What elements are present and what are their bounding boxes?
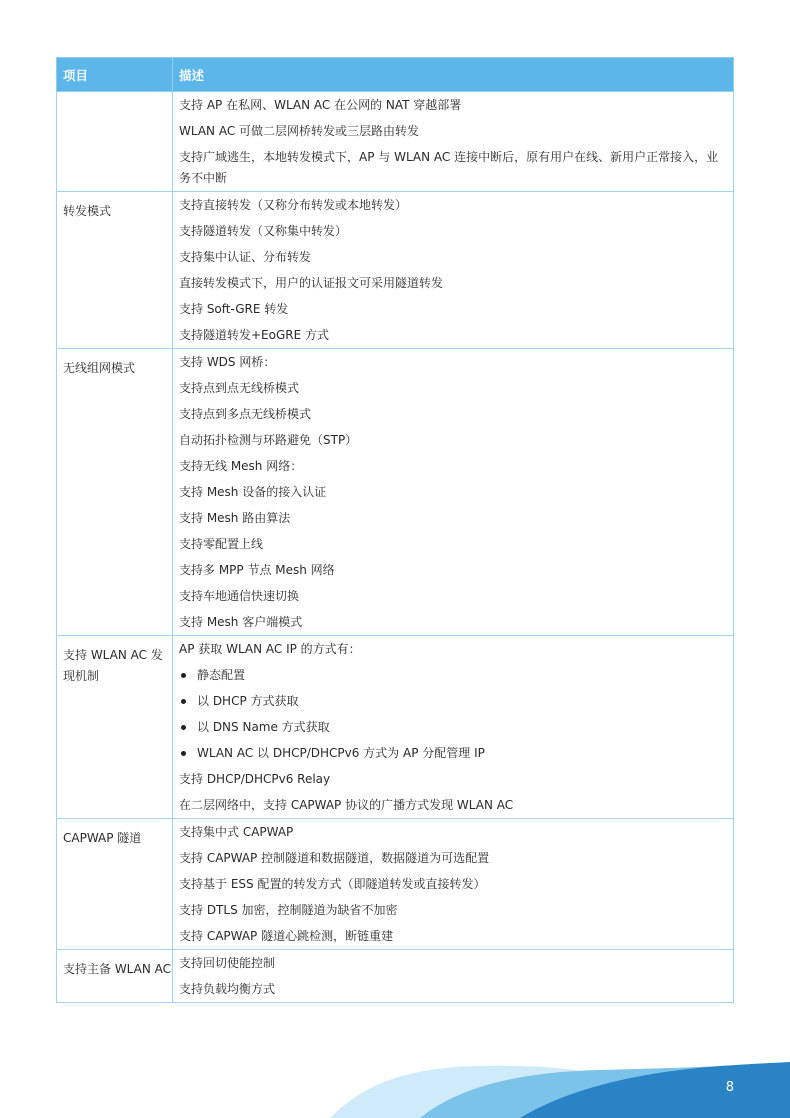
item-cell: 无线组网模式 [57,349,173,636]
description-line: 支持多 MPP 节点 Mesh 网络 [179,563,335,577]
description-line: 支持 DHCP/DHCPv6 Relay [179,772,331,786]
description-line: 支持车地通信快速切换 [179,589,300,603]
description-line: 支持零配置上线 [179,537,264,551]
description-line: 支持 CAPWAP 隧道心跳检测，断链重建 [179,929,394,943]
column-header-desc: 描述 [173,58,734,92]
item-cell [57,92,173,192]
table-body [57,92,734,1003]
bullet-item: 以 DHCP 方式获取 [179,688,727,714]
description-line: 支持 AP 在私网、WLAN AC 在公网的 NAT 穿越部署 [179,98,462,112]
footer-wave-decoration [0,1058,790,1118]
table-row [57,92,734,192]
spec-table [56,57,734,1003]
table-row [57,192,734,349]
item-cell: 支持主备 WLAN AC [57,950,173,1003]
item-cell: CAPWAP 隧道 [57,819,173,950]
table-row [57,819,734,950]
description-line: AP 获取 WLAN AC IP 的方式有： [179,642,361,656]
description-cell [173,192,734,349]
description-line: 支持无线 Mesh 网络： [179,459,303,473]
item-cell: 支持 WLAN AC 发现机制 [57,636,173,819]
table-row [57,349,734,636]
description-line: 支持 WDS 网桥： [179,355,276,369]
description-line: 支持 Mesh 客户端模式 [179,615,303,629]
bullet-item: WLAN AC 以 DHCP/DHCPv6 方式为 AP 分配管理 IP [179,740,727,766]
description-line: 支持 Soft-GRE 转发 [179,302,289,316]
description-cell [173,636,734,819]
description-line: 支持点到点无线桥模式 [179,381,300,395]
description-line: 支持隧道转发（又称集中转发） [179,224,348,238]
description-line: 支持负载均衡方式 [179,982,276,996]
description-line: 支持 Mesh 路由算法 [179,511,291,525]
description-cell [173,950,734,1003]
description-line: 支持直接转发（又称分布转发或本地转发） [179,198,408,212]
description-cell [173,92,734,192]
bullet-item: 以 DNS Name 方式获取 [179,714,727,740]
description-line: 支持广域逃生，本地转发模式下，AP 与 WLAN AC 连接中断后，原有用户在线、新用户正常接入，业务不中断 [179,150,719,185]
description-line: 支持 CAPWAP 控制隧道和数据隧道，数据隧道为可选配置 [179,851,490,865]
page-number: 8 [725,1080,734,1095]
description-line: 支持基于 ESS 配置的转发方式（即隧道转发或直接转发） [179,877,486,891]
description-line: 支持回切使能控制 [179,956,276,970]
item-cell: 转发模式 [57,192,173,349]
table-row [57,950,734,1003]
description-line: 自动拓扑检测与环路避免（STP） [179,433,358,447]
description-cell [173,349,734,636]
description-line: 支持点到多点无线桥模式 [179,407,312,421]
table-header-row [57,58,734,92]
bullet-item: 静态配置 [179,662,727,688]
description-line: WLAN AC 可做二层网桥转发或三层路由转发 [179,124,420,138]
table-row [57,636,734,819]
description-line: 支持集中式 CAPWAP [179,825,294,839]
description-line: 直接转发模式下，用户的认证报文可采用隧道转发 [179,276,444,290]
description-line: 在二层网络中，支持 CAPWAP 协议的广播方式发现 WLAN AC [179,798,514,812]
column-header-item: 项目 [57,58,173,92]
description-line: 支持 DTLS 加密，控制隧道为缺省不加密 [179,903,398,917]
description-line: 支持集中认证、分布转发 [179,250,312,264]
description-cell [173,819,734,950]
description-line: 支持隧道转发+EoGRE 方式 [179,328,330,342]
description-line: 支持 Mesh 设备的接入认证 [179,485,327,499]
